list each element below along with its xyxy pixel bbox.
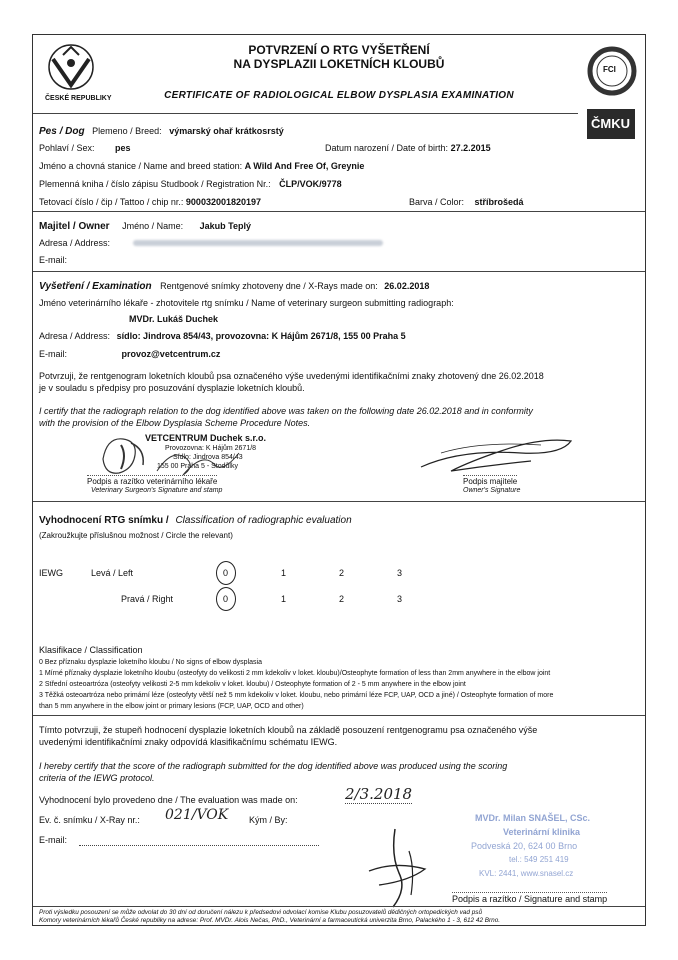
classification-line: than 5 mm anywhere in the elbow joint or primary lesions (FCP, UAP, OCD and other)	[39, 703, 304, 710]
en-statement-2: with the provision of the Elbow Dysplasia Scheme Procedure Notes.	[39, 418, 311, 428]
footer-line-2: Komory veterinárních lékařů České republiky na adrese: Prof. MVDr. Alois Nečas, PhD., Veterinární a farmaceutická univerzita Brno, Palackého 1 - 3, 612 42 Brno.	[39, 917, 501, 924]
cz-statement-1: Potvrzuji, že rentgenogram loketních kloubů psa označeného výše uvedenými identifikačními znaky zhotovený dne 26.02.2018	[39, 371, 544, 381]
eval-date-label: Vyhodnocení bylo provedeno dne / The evaluation was made on:	[39, 795, 298, 805]
classification-line: 1 Mírné příznaky dysplazie loketního kloubu (osteofyty do velikosti 2 mm kdekoliv v loket. kloubu)/Osteophyte formation of less than 2mm anywhere in the elbow joint	[39, 670, 551, 677]
left-grade-1[interactable]: 1	[281, 568, 287, 578]
divider	[33, 113, 578, 114]
classification-line: 3 Těžká osteoartróza nebo primární léze (osteofyty větší než 5 mm kdekoliv v loket. kloubu, nebo primární léze FCP, UAP, OCD a jiné) / Osteophyte formation of more	[39, 692, 554, 699]
owner-email-label: E-mail:	[39, 255, 68, 265]
studbook-row: Plemenná kniha / číslo zápisu Studbook / Registration Nr.: ČLP/VOK/9778	[39, 179, 342, 189]
left-logo-text: ČESKÉ REPUBLIKY	[45, 95, 112, 102]
dog-breed-row: Pes / Dog Plemeno / Breed: výmarský ohař krátkosrstý	[39, 126, 284, 137]
en-statement-1: I certify that the radiograph relation to the dog identified above was taken on the following date 26.02.2018 and in conformity	[39, 406, 533, 416]
fci-logo	[587, 45, 637, 103]
vet-stamp-line-4: 155 00 Praha 5 - Stodůlky	[157, 463, 238, 470]
email-dotted-line	[79, 845, 319, 846]
vet-email-row: E-mail: provoz@vetcentrum.cz	[39, 349, 221, 359]
xray-nr-value: 021/VOK	[165, 807, 229, 823]
final-en-1: I hereby certify that the score of the radiograph submitted for the dog identified above was produced using the scoring	[39, 761, 508, 771]
vet-signature-label: Podpis a razítko veterinárního lékaře	[87, 477, 218, 486]
redacted-address	[133, 240, 383, 246]
right-grade-0[interactable]: 0	[223, 594, 229, 604]
certificate-page	[32, 34, 646, 926]
clinic-stamp: MVDr. Milan SNAŠEL, CSc. Veterinární klinika Podveská 20, 624 00 Brno tel.: 549 251 419 KVL: 2441, www.snasel.cz	[471, 813, 591, 878]
scheme-label: IEWG	[39, 568, 63, 578]
classification-line: 0 Bez příznaku dysplazie loketního kloubu / No signs of elbow dysplasia	[39, 659, 262, 666]
owner-signature	[411, 431, 581, 479]
right-label: Pravá / Right	[121, 594, 174, 604]
dog-name-row: Jméno a chovná stanice / Name and breed station: A Wild And Free Of, Greynie	[39, 161, 365, 171]
vet-name-label: Jméno veterinárního lékaře - zhotovitele rtg snímku / Name of veterinary surgeon submitting radiograph:	[39, 298, 454, 308]
final-cz-2: uvedenými identifikačními znaky odpovídá klasifikačnímu schématu IEWG.	[39, 737, 338, 747]
document-subtitle: CERTIFICATE OF RADIOLOGICAL ELBOW DYSPLASIA EXAMINATION	[164, 90, 514, 101]
circle-note: (Zakroužkujte příslušnou možnost / Circle the relevant)	[39, 531, 233, 540]
divider	[33, 906, 645, 907]
evaluator-signature	[339, 825, 459, 915]
sex-row: Pohlaví / Sex: pes	[39, 143, 131, 153]
color-row: Barva / Color: stříbrošedá	[409, 197, 524, 207]
owner-signature-label-en: Owner's Signature	[463, 487, 521, 494]
right-grade-2[interactable]: 2	[339, 594, 345, 604]
vet-signature-label-en: Veterinary Surgeon's Signature and stamp	[91, 487, 223, 494]
tattoo-row: Tetovací číslo / čip / Tattoo / chip nr.: 900032001820197	[39, 197, 262, 207]
evaluation-title: Vyhodnocení RTG snímku / Classification of radiographic evaluation	[39, 515, 352, 526]
left-grade-0[interactable]: 0	[223, 568, 229, 578]
final-email-label: E-mail:	[39, 835, 68, 845]
left-grade-2[interactable]: 2	[339, 568, 345, 578]
right-grade-1[interactable]: 1	[281, 594, 287, 604]
vet-address-row: Adresa / Address: sídlo: Jindrova 854/43, provozovna: K Hájům 2671/8, 155 00 Praha 5	[39, 331, 406, 341]
cz-statement-2: je v souladu s předpisy pro posuzování dysplazie loketních kloubů.	[39, 383, 305, 393]
final-en-2: criteria of the IEWG protocol.	[39, 773, 155, 783]
title-line-2: NA DYSPLAZII LOKETNÍCH KLOUBŮ	[233, 57, 445, 71]
footer-line-1: Proti výsledku posouzení se může odvolat do 30 dní od doručení nálezu k předsedovi odvolací komise Klubu posuzovatelů dědičných ortopedických vad psů	[39, 909, 482, 916]
fci-logo-text: FCI	[603, 65, 616, 74]
final-cz-1: Tímto potvrzuji, že stupeň hodnocení dysplazie loketních kloubů na základě posouzení rentgenogramu psa označeného výše	[39, 725, 538, 735]
divider	[33, 271, 645, 272]
vet-signature	[153, 441, 243, 479]
cmku-logo: ČMKU	[587, 109, 635, 139]
divider	[33, 501, 645, 502]
dob-row: Datum narození / Date of birth: 27.2.2015	[325, 143, 491, 153]
eval-date-value: 2/3.2018	[345, 785, 413, 803]
breed-value: výmarský ohař krátkosrstý	[169, 126, 284, 136]
xray-date-row: Vyšetření / Examination Rentgenové snímky zhotoveny dne / X-Rays made on: 26.02.2018	[39, 281, 430, 292]
owner-signature-label: Podpis majitele	[463, 477, 518, 486]
vet-name-value: MVDr. Lukáš Duchek	[129, 314, 219, 324]
vet-stamp-line-3: Sídlo: Jindrova 854/43	[173, 454, 243, 461]
classification-line: 2 Střední osteoartróza (osteofyty velikosti 2-5 mm kdekoliv v loket. kloubu) / Osteophyte formation of 2 - 5 mm anywhere in the elbow joint	[39, 681, 466, 688]
evaluator-signature-label: Podpis a razítko / Signature and stamp	[452, 894, 608, 904]
vet-stamp-line-1: VETCENTRUM Duchek s.r.o.	[145, 433, 267, 443]
vet-stamp-line-2: Provozovna: K Hájům 2671/8	[165, 445, 257, 452]
owner-address-row: Adresa / Address:	[39, 238, 383, 248]
right-grade-circle	[216, 587, 236, 611]
classification-title: Klasifikace / Classification	[39, 645, 143, 655]
by-label: Kým / By:	[249, 815, 288, 825]
owner-row: Majitel / Owner Jméno / Name: Jakub Teplý	[39, 221, 251, 232]
left-label: Levá / Left	[91, 568, 134, 578]
left-grade-circle	[216, 561, 236, 585]
xray-nr-label: Ev. č. snímku / X-Ray nr.:	[39, 815, 140, 825]
divider	[33, 211, 645, 212]
divider	[33, 715, 645, 716]
title-line-1: POTVRZENÍ O RTG VYŠETŘENÍ	[248, 43, 430, 57]
left-grade-3[interactable]: 3	[397, 568, 403, 578]
right-grade-3[interactable]: 3	[397, 594, 403, 604]
